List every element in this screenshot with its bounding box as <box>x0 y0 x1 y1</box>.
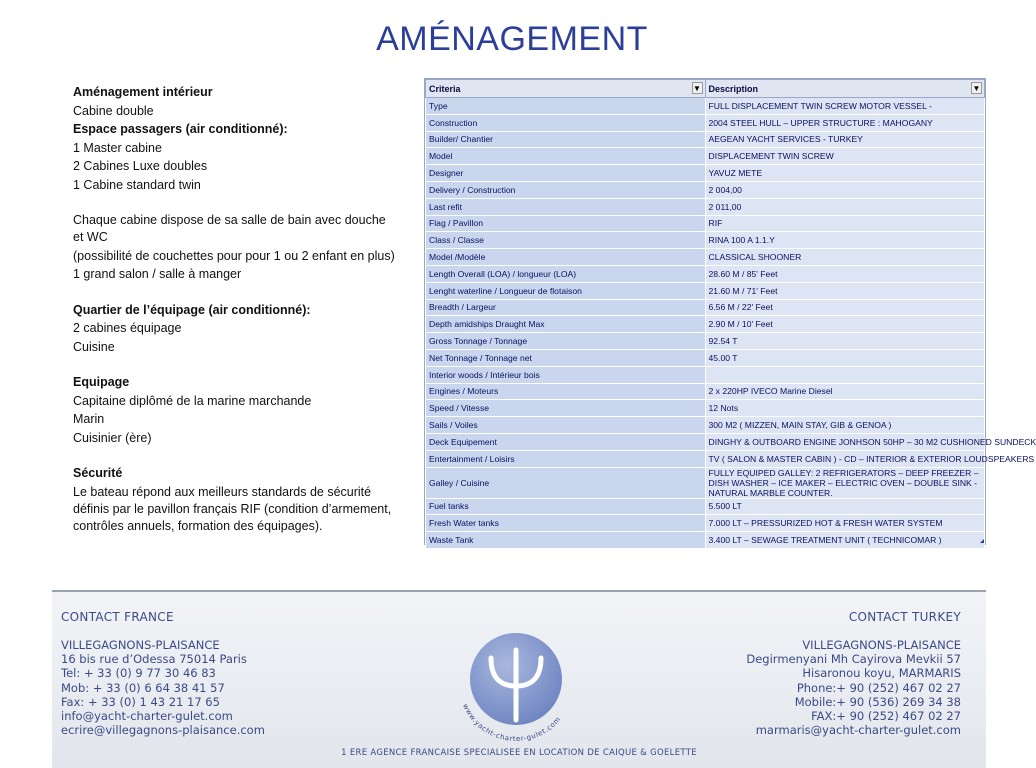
contact-line: Phone:+ 90 (252) 467 02 27 <box>796 680 961 695</box>
contact-line: Fax: + 33 (0) 1 43 21 17 65 <box>61 694 220 709</box>
table-row <box>426 433 985 450</box>
cell-description: CLASSICAL SHOONER <box>705 249 985 266</box>
column-header-description[interactable] <box>705 80 985 98</box>
table-row <box>426 515 985 532</box>
cell-criteria: Galley / Cuisine <box>426 467 706 498</box>
table-row <box>426 366 985 383</box>
heading-interior: Aménagement intérieur <box>73 85 213 99</box>
table-row <box>426 282 985 299</box>
text-paragraph: Le bateau répond aux meilleurs standards de sécurité définis par le pavillon français RIF (condition d’armement, contrôles annuels, formation des équipages). <box>73 484 392 533</box>
cell-description: 21.60 M / 71' Feet <box>705 282 985 299</box>
column-header-criteria[interactable] <box>426 80 706 98</box>
cell-description: FULLY EQUIPED GALLEY: 2 REFRIGERATORS – DEEP FREEZER – DISH WASHER – ICE MAKER – ELECTRIC OVEN – DOUBLE SINK - NATURAL MARBLE COUNTER. <box>705 467 985 498</box>
contact-line: VILLEGAGNONS-PLAISANCE <box>802 638 961 652</box>
cell-criteria: Flag / Pavillon <box>426 215 706 232</box>
cell-criteria: Delivery / Construction <box>426 181 706 198</box>
contact-line: VILLEGAGNONS-PLAISANCE <box>61 638 220 652</box>
contact-line: Hisaronou koyu, MARMARIS <box>802 666 961 681</box>
table-row <box>426 417 985 434</box>
contact-turkey-heading: CONTACT TURKEY <box>848 610 961 624</box>
cell-criteria: Net Tonnage / Tonnage net <box>426 349 706 366</box>
text-line: 1 grand salon / salle à manger <box>73 267 242 281</box>
cell-description: 5.500 LT <box>705 498 985 515</box>
cell-description: 92.54 T <box>705 333 985 350</box>
cell-criteria: Fuel tanks <box>426 498 706 515</box>
table-row <box>426 467 985 498</box>
table-row <box>426 400 985 417</box>
cell-description: RIF <box>705 215 985 232</box>
cell-description <box>705 366 985 383</box>
heading-crew: Equipage <box>73 375 130 389</box>
cell-criteria: Breadth / Largeur <box>426 299 706 316</box>
table-row <box>426 383 985 400</box>
table-row <box>426 299 985 316</box>
table-row <box>426 232 985 249</box>
text-line: (possibilité de couchettes pour pour 1 ou 2 enfant en plus) <box>73 248 395 263</box>
filter-dropdown-icon[interactable]: ▼ <box>693 84 701 93</box>
contact-line: 16 bis rue d’Odessa 75014 Paris <box>61 652 247 667</box>
cell-criteria: Deck Equipement <box>426 433 706 450</box>
table-row <box>426 215 985 232</box>
text-line: Cabine double <box>73 103 154 118</box>
contact-line: Degirmenyani Mh Cayirova Mevkii 57 <box>746 652 961 667</box>
text-line: Cuisine <box>73 339 115 354</box>
table-row <box>426 148 985 165</box>
cell-criteria: Lenght waterline / Longueur de flotaison <box>426 282 706 299</box>
contact-line: Tel: + 33 (0) 9 77 30 46 83 <box>61 666 216 681</box>
cell-criteria: Waste Tank <box>426 532 706 549</box>
table-row <box>426 181 985 198</box>
cell-description: 6.56 M / 22' Feet <box>705 299 985 316</box>
cell-criteria: Gross Tonnage / Tonnage <box>426 333 706 350</box>
text-line: Marin <box>73 412 105 426</box>
footer <box>52 590 986 768</box>
cell-description: 45.00 T <box>705 349 985 366</box>
text-line: 2 cabines équipage <box>73 321 182 335</box>
table-row <box>426 333 985 350</box>
filter-dropdown-icon[interactable]: ▼ <box>972 84 981 93</box>
cell-criteria: Engines / Moteurs <box>426 383 706 400</box>
table-row <box>426 498 985 515</box>
trident-logo <box>451 614 581 744</box>
agency-tagline: 1 ERE AGENCE FRANCAISE SPECIALISEE EN LOCATION DE CAIQUE & GOELETTE <box>341 748 697 758</box>
contact-email: info@yacht-charter-gulet.com <box>61 709 233 724</box>
cell-description: 7.000 LT – PRESSURIZED HOT & FRESH WATER SYSTEM <box>705 515 985 532</box>
cell-description: DISPLACEMENT TWIN SCREW <box>705 148 985 165</box>
table-row <box>426 114 985 131</box>
table-row <box>426 349 985 366</box>
contact-line: Mobile:+ 90 (536) 269 34 38 <box>794 694 961 709</box>
resize-handle[interactable] <box>980 539 984 543</box>
text-line: 1 Cabine standard twin <box>73 177 201 192</box>
contact-france-heading: CONTACT FRANCE <box>61 610 174 624</box>
cell-criteria: Model /Modèle <box>426 249 706 266</box>
cell-description: 2 011,00 <box>705 198 985 215</box>
heading-security: Sécurité <box>73 466 123 480</box>
cell-criteria: Class / Classe <box>426 232 706 249</box>
column-header-label: Description <box>708 83 759 94</box>
amenagement-text <box>73 84 398 536</box>
table-row <box>426 249 985 266</box>
cell-description: 12 Nots <box>705 400 985 417</box>
specs-table <box>424 78 1036 546</box>
text-line: 2 Cabines Luxe doubles <box>73 159 208 173</box>
cell-description: 3.400 LT – SEWAGE TREATMENT UNIT ( TECHNICOMAR ) <box>705 532 985 549</box>
cell-description: 2 004,00 <box>705 181 985 198</box>
cell-criteria: Type <box>426 98 706 115</box>
text-line: Capitaine diplômé de la marine marchande <box>73 393 312 408</box>
page-title: AMÉNAGEMENT <box>376 20 648 58</box>
contact-line: Mob: + 33 (0) 6 64 38 41 57 <box>61 680 225 695</box>
cell-description: 300 M2 ( MIZZEN, MAIN STAY, GIB & GENOA ) <box>705 417 985 434</box>
table-row <box>426 198 985 215</box>
table-row <box>426 98 985 115</box>
column-header-label: Criteria <box>429 83 461 94</box>
cell-criteria: Speed / Vitesse <box>426 400 706 417</box>
cell-description: YAVUZ METE <box>705 165 985 182</box>
heading-crew-quarters: Quartier de l’équipage (air conditionné): <box>73 302 311 317</box>
text-line: 1 Master cabine <box>73 140 162 155</box>
table-row <box>426 532 985 549</box>
cell-description: TV ( SALON & MASTER CABIN ) - CD – INTERIOR & EXTERIOR LOUDSPEAKERS <box>705 450 985 467</box>
cell-criteria: Model <box>426 148 706 165</box>
table-row <box>426 450 985 467</box>
contact-email: ecrire@villegagnons-plaisance.com <box>61 723 265 738</box>
cell-description: 2004 STEEL HULL – UPPER STRUCTURE : MAHOGANY <box>705 114 985 131</box>
table-row <box>426 265 985 282</box>
cell-description: AEGEAN YACHT SERVICES - TURKEY <box>705 131 985 148</box>
heading-passengers: Espace passagers (air conditionné): <box>73 122 288 136</box>
cell-description: DINGHY & OUTBOARD ENGINE JONHSON 50HP – 30 M2 CUSHIONED SUNDECK <box>705 433 985 450</box>
cell-criteria: Length Overall (LOA) / longueur (LOA) <box>426 265 706 282</box>
contact-france <box>61 610 265 737</box>
text-line: Chaque cabine dispose de sa salle de bain avec douche et WC <box>73 213 386 244</box>
cell-criteria: Interior woods / Intérieur bois <box>426 366 706 383</box>
cell-criteria: Construction <box>426 114 706 131</box>
contact-turkey <box>746 610 961 737</box>
logo-website-text: www.yacht-charter-gulet.com <box>461 702 563 744</box>
cell-description: 2.90 M / 10' Feet <box>705 316 985 333</box>
contact-email: marmaris@yacht-charter-gulet.com <box>755 723 961 738</box>
table-row <box>426 131 985 148</box>
cell-description: RINA 100 A 1.1.Y <box>705 232 985 249</box>
table-row <box>426 165 985 182</box>
cell-criteria: Entertainment / Loisirs <box>426 450 706 467</box>
cell-description: 28.60 M / 85' Feet <box>705 265 985 282</box>
cell-criteria: Sails / Voiles <box>426 417 706 434</box>
cell-description: 2 x 220HP IVECO Marine Diesel <box>705 383 985 400</box>
cell-criteria: Builder/ Chantier <box>426 131 706 148</box>
cell-criteria: Designer <box>426 165 706 182</box>
cell-criteria: Last refit <box>426 198 706 215</box>
table-row <box>426 316 985 333</box>
cell-description: FULL DISPLACEMENT TWIN SCREW MOTOR VESSEL - <box>705 98 985 115</box>
cell-criteria: Depth amidships Draught Max <box>426 316 706 333</box>
contact-line: FAX:+ 90 (252) 467 02 27 <box>811 709 961 724</box>
cell-criteria: Fresh Water tanks <box>426 515 706 532</box>
text-line: Cuisinier (ère) <box>73 430 152 445</box>
